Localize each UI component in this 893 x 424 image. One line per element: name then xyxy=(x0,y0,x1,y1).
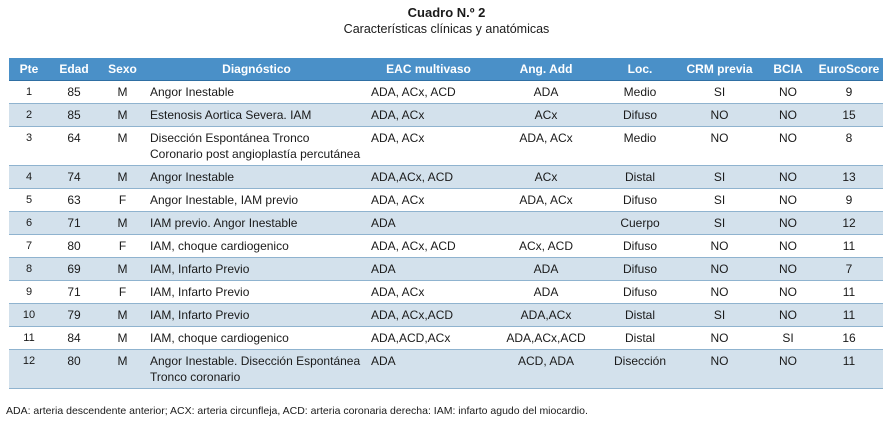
cell-euroscore: 11 xyxy=(815,281,883,304)
cell-pte: 1 xyxy=(9,81,49,104)
cell-euroscore: 9 xyxy=(815,189,883,212)
cell-edad: 84 xyxy=(49,327,99,350)
cell-edad: 71 xyxy=(49,212,99,235)
cell-bcia: NO xyxy=(761,166,815,189)
cell-sexo: M xyxy=(99,350,146,389)
cell-crm-previa: NO xyxy=(678,235,761,258)
cell-crm-previa: NO xyxy=(678,104,761,127)
table-row xyxy=(9,81,883,104)
cell-loc: Difuso xyxy=(602,189,678,212)
cell-euroscore: 12 xyxy=(815,212,883,235)
cell-euroscore: 8 xyxy=(815,127,883,166)
cell-diagnostico: IAM, Infarto Previo xyxy=(146,258,367,281)
cell-sexo: M xyxy=(99,212,146,235)
cell-crm-previa: NO xyxy=(678,281,761,304)
table-title: Cuadro N.º 2 xyxy=(407,5,486,20)
cell-edad: 85 xyxy=(49,81,99,104)
cell-euroscore: 11 xyxy=(815,235,883,258)
cell-edad: 63 xyxy=(49,189,99,212)
cell-pte: 10 xyxy=(9,304,49,327)
cell-ang-add: ADA,ACx xyxy=(490,304,602,327)
cell-eac-multivaso: ADA, ACx,ACD xyxy=(367,304,490,327)
table-footnote: ADA: arteria descendente anterior; ACX: arteria circunfleja, ACD: arteria coronaria derecha: IAM: infarto agudo del miocardio. xyxy=(6,405,588,417)
cell-ang-add: ADA xyxy=(490,281,602,304)
header-row xyxy=(9,58,883,81)
table-row xyxy=(9,327,883,350)
table-row xyxy=(9,212,883,235)
cell-pte: 6 xyxy=(9,212,49,235)
cell-eac-multivaso: ADA, ACx xyxy=(367,104,490,127)
table-subtitle: Características clínicas y anatómicas xyxy=(343,22,550,36)
column-header-sexo: Sexo xyxy=(99,58,146,81)
column-header-diagnostico: Diagnóstico xyxy=(146,58,367,81)
cell-ang-add: ACD, ADA xyxy=(490,350,602,389)
cell-sexo: M xyxy=(99,166,146,189)
cell-diagnostico: Angor Inestable. Disección Espontánea Tronco coronario xyxy=(146,350,367,389)
cell-diagnostico: IAM, Infarto Previo xyxy=(146,304,367,327)
table-row xyxy=(9,350,883,389)
cell-edad: 69 xyxy=(49,258,99,281)
table-caption xyxy=(0,4,893,38)
cell-pte: 9 xyxy=(9,281,49,304)
cell-euroscore: 15 xyxy=(815,104,883,127)
cell-ang-add: ADA,ACx,ACD xyxy=(490,327,602,350)
cell-bcia: NO xyxy=(761,350,815,389)
table-row xyxy=(9,166,883,189)
cell-diagnostico: IAM, choque cardiogenico xyxy=(146,327,367,350)
cell-sexo: F xyxy=(99,281,146,304)
cell-euroscore: 16 xyxy=(815,327,883,350)
cell-diagnostico: Angor Inestable xyxy=(146,166,367,189)
column-header-edad: Edad xyxy=(49,58,99,81)
cell-eac-multivaso: ADA, ACx xyxy=(367,281,490,304)
cell-crm-previa: NO xyxy=(678,350,761,389)
cell-pte: 7 xyxy=(9,235,49,258)
cell-edad: 79 xyxy=(49,304,99,327)
cell-crm-previa: SI xyxy=(678,304,761,327)
cell-pte: 12 xyxy=(9,350,49,389)
cell-bcia: NO xyxy=(761,81,815,104)
cell-loc: Disección xyxy=(602,350,678,389)
cell-loc: Difuso xyxy=(602,104,678,127)
column-header-ang-add: Ang. Add xyxy=(490,58,602,81)
cell-ang-add: ADA, ACx xyxy=(490,127,602,166)
cell-ang-add xyxy=(490,212,602,235)
cell-edad: 80 xyxy=(49,350,99,389)
cell-loc: Cuerpo xyxy=(602,212,678,235)
cell-ang-add: ADA, ACx xyxy=(490,189,602,212)
cell-bcia: NO xyxy=(761,189,815,212)
cell-ang-add: ACx xyxy=(490,166,602,189)
cell-pte: 5 xyxy=(9,189,49,212)
cell-eac-multivaso: ADA, ACx, ACD xyxy=(367,235,490,258)
cell-crm-previa: NO xyxy=(678,258,761,281)
cell-edad: 80 xyxy=(49,235,99,258)
cell-loc: Medio xyxy=(602,127,678,166)
cell-loc: Distal xyxy=(602,327,678,350)
cell-loc: Difuso xyxy=(602,235,678,258)
cell-diagnostico: IAM previo. Angor Inestable xyxy=(146,212,367,235)
cell-ang-add: ADA xyxy=(490,258,602,281)
cell-loc: Difuso xyxy=(602,281,678,304)
cell-eac-multivaso: ADA,ACD,ACx xyxy=(367,327,490,350)
cell-loc: Difuso xyxy=(602,258,678,281)
cell-pte: 2 xyxy=(9,104,49,127)
cell-sexo: M xyxy=(99,81,146,104)
table-row xyxy=(9,127,883,166)
cell-euroscore: 11 xyxy=(815,350,883,389)
cell-sexo: M xyxy=(99,127,146,166)
table-row xyxy=(9,189,883,212)
cell-sexo: M xyxy=(99,304,146,327)
cell-pte: 3 xyxy=(9,127,49,166)
cell-diagnostico: IAM, Infarto Previo xyxy=(146,281,367,304)
column-header-euroscore: EuroScore xyxy=(815,58,883,81)
cell-diagnostico: Estenosis Aortica Severa. IAM xyxy=(146,104,367,127)
cell-euroscore: 7 xyxy=(815,258,883,281)
clinical-characteristics-table xyxy=(9,58,883,389)
cell-pte: 4 xyxy=(9,166,49,189)
cell-diagnostico: Disección Espontánea Tronco Coronario post angioplastía percutánea xyxy=(146,127,367,166)
cell-crm-previa: SI xyxy=(678,189,761,212)
cell-bcia: NO xyxy=(761,127,815,166)
cell-ang-add: ADA xyxy=(490,81,602,104)
cell-sexo: F xyxy=(99,235,146,258)
cell-crm-previa: NO xyxy=(678,127,761,166)
column-header-loc: Loc. xyxy=(602,58,678,81)
cell-pte: 11 xyxy=(9,327,49,350)
cell-sexo: M xyxy=(99,327,146,350)
cell-loc: Distal xyxy=(602,304,678,327)
cell-bcia: NO xyxy=(761,281,815,304)
cell-euroscore: 13 xyxy=(815,166,883,189)
table-body xyxy=(9,81,883,389)
cell-eac-multivaso: ADA, ACx xyxy=(367,189,490,212)
cell-bcia: NO xyxy=(761,258,815,281)
table-row xyxy=(9,235,883,258)
cell-bcia: NO xyxy=(761,235,815,258)
cell-bcia: NO xyxy=(761,104,815,127)
cell-eac-multivaso: ADA,ACx, ACD xyxy=(367,166,490,189)
table-row xyxy=(9,258,883,281)
column-header-pte: Pte xyxy=(9,58,49,81)
table-row xyxy=(9,281,883,304)
cell-crm-previa: SI xyxy=(678,81,761,104)
cell-eac-multivaso: ADA, ACx, ACD xyxy=(367,81,490,104)
cell-sexo: F xyxy=(99,189,146,212)
cell-euroscore: 9 xyxy=(815,81,883,104)
cell-edad: 71 xyxy=(49,281,99,304)
cell-crm-previa: NO xyxy=(678,327,761,350)
cell-pte: 8 xyxy=(9,258,49,281)
table-row xyxy=(9,304,883,327)
cell-diagnostico: IAM, choque cardiogenico xyxy=(146,235,367,258)
cell-eac-multivaso: ADA xyxy=(367,258,490,281)
column-header-eac-multivaso: EAC multivaso xyxy=(367,58,490,81)
cell-eac-multivaso: ADA xyxy=(367,350,490,389)
cell-loc: Medio xyxy=(602,81,678,104)
table-row xyxy=(9,104,883,127)
cell-diagnostico: Angor Inestable, IAM previo xyxy=(146,189,367,212)
cell-sexo: M xyxy=(99,104,146,127)
column-header-crm-previa: CRM previa xyxy=(678,58,761,81)
cell-bcia: SI xyxy=(761,327,815,350)
cell-eac-multivaso: ADA xyxy=(367,212,490,235)
cell-sexo: M xyxy=(99,258,146,281)
cell-bcia: NO xyxy=(761,212,815,235)
cell-edad: 74 xyxy=(49,166,99,189)
cell-ang-add: ACx xyxy=(490,104,602,127)
cell-euroscore: 11 xyxy=(815,304,883,327)
cell-crm-previa: SI xyxy=(678,166,761,189)
cell-eac-multivaso: ADA, ACx xyxy=(367,127,490,166)
cell-diagnostico: Angor Inestable xyxy=(146,81,367,104)
cell-crm-previa: SI xyxy=(678,212,761,235)
cell-bcia: NO xyxy=(761,304,815,327)
cell-ang-add: ACx, ACD xyxy=(490,235,602,258)
cell-loc: Distal xyxy=(602,166,678,189)
cell-edad: 85 xyxy=(49,104,99,127)
cell-edad: 64 xyxy=(49,127,99,166)
column-header-bcia: BCIA xyxy=(761,58,815,81)
